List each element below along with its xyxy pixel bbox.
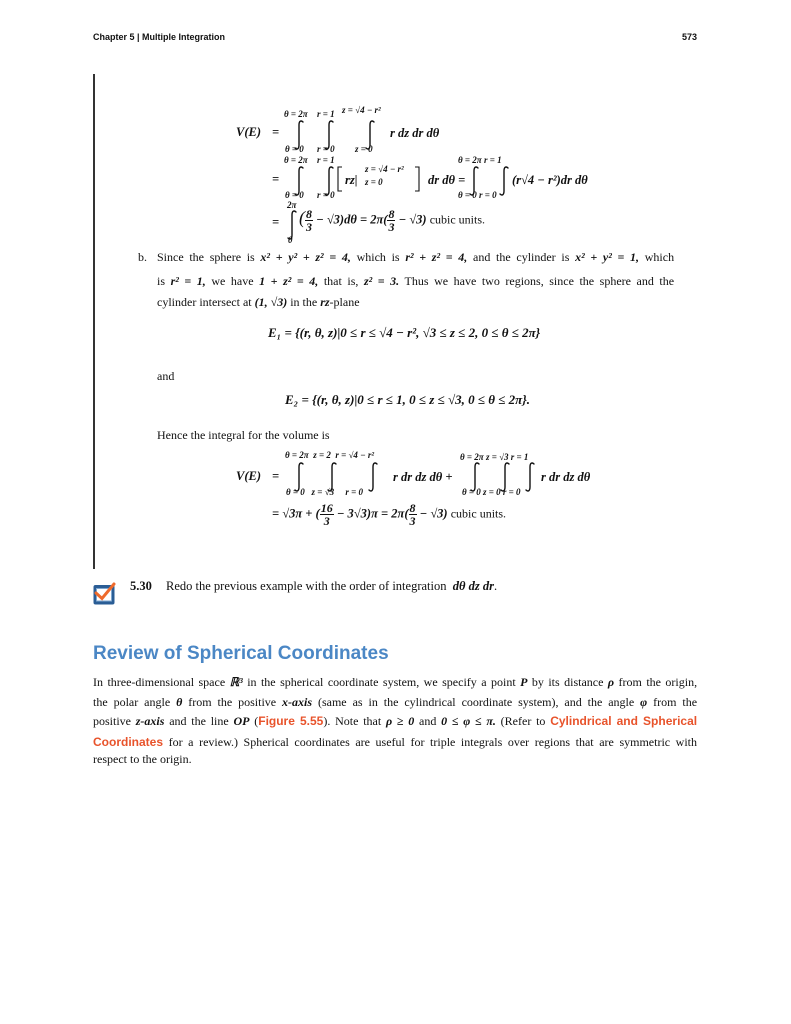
integrand: (r√4 − r²)dr dθ: [512, 173, 588, 187]
denominator: 3: [388, 220, 395, 234]
eval-lower: z = 0: [365, 177, 383, 187]
limit: 0: [288, 235, 293, 245]
limit: r = 0: [317, 144, 335, 154]
math-eq: =: [272, 172, 280, 186]
units-text: cubic units.: [429, 212, 486, 227]
math: z² = 3.: [363, 274, 400, 288]
math: ρ ≥ 0: [385, 714, 415, 728]
limit: 2π: [287, 200, 297, 210]
text: and the cylinder is: [473, 250, 570, 264]
math: x-axis: [282, 695, 313, 709]
fraction: [409, 502, 417, 527]
limit: θ = 2π z = 2 r = √4 − r²: [285, 450, 375, 460]
integral-sign: [498, 166, 510, 196]
text: and the line: [169, 714, 229, 728]
limit: θ = 2π: [284, 155, 308, 165]
limit: z = 0: [355, 144, 373, 154]
text: which is: [356, 250, 400, 264]
example-sidebar-rule: [93, 74, 95, 569]
math: θ: [176, 695, 183, 709]
math: x² + y² + z² = 4,: [260, 250, 351, 264]
math: x² + y² = 1,: [575, 250, 640, 264]
units-text: cubic units.: [450, 506, 507, 521]
text: in the spherical coordinate system, we specify a point: [247, 675, 516, 689]
math-expression: [299, 208, 485, 233]
integrand: r dr dz dθ: [541, 470, 591, 484]
text: .: [493, 579, 498, 593]
math-text: dr dθ =: [428, 173, 466, 187]
math-text: = √3π + (: [272, 506, 320, 521]
para-line-1: [93, 676, 697, 688]
text: in the: [290, 295, 318, 309]
para-line-5: respect to the origin.: [93, 752, 192, 766]
paren: (: [299, 207, 305, 228]
text: from the positive: [188, 695, 277, 709]
integrand: r dz dr dθ: [390, 126, 440, 140]
math-text: − √3): [398, 212, 427, 227]
limit: θ = 2π: [284, 109, 308, 119]
integral-sign: [524, 462, 536, 492]
numerator: 16: [320, 501, 333, 515]
exercise-text: [166, 580, 497, 593]
math-text: − √3): [419, 506, 448, 521]
math-eq: =: [272, 125, 280, 139]
rz-eval: rz|: [345, 173, 358, 187]
limit: θ = 0: [285, 144, 304, 154]
left-bracket: [337, 166, 343, 192]
text: and: [419, 714, 437, 728]
text: Since the sphere is: [157, 250, 255, 264]
math: φ: [640, 695, 648, 709]
text: we have: [211, 274, 254, 288]
fraction: [387, 208, 395, 233]
right-bracket: [414, 166, 420, 192]
text: -plane: [329, 295, 360, 309]
text: for a review.) Spherical coordinates are useful for triple integrals over regions that are symmetric with: [168, 735, 698, 749]
para-line-4: [93, 736, 697, 748]
text: and: [157, 369, 175, 383]
integrand: r dr dz dθ +: [393, 470, 453, 484]
text: from the: [653, 695, 698, 709]
math-text: − 3√3)π = 2π(: [336, 506, 409, 521]
limit: θ = 0: [285, 190, 304, 200]
text: (Refer to: [500, 714, 546, 728]
eval-upper: z = √4 − r²: [365, 164, 404, 174]
cylindrical-spherical-link-cont[interactable]: Coordinates: [93, 735, 164, 749]
text: which: [644, 250, 675, 264]
denominator: 3: [409, 514, 416, 528]
text: from the origin,: [618, 675, 698, 689]
math: rz: [320, 295, 330, 309]
math-expression: [272, 502, 506, 527]
math: P: [520, 675, 528, 689]
cylindrical-spherical-link[interactable]: Cylindrical and Spherical: [550, 714, 698, 728]
region-e2: E₂ = {(r, θ, z)|0 ≤ r ≤ 1, 0 ≤ z ≤ √3, 0 ≤ θ ≤ 2π}.: [285, 392, 530, 407]
math-lhs: V(E): [236, 469, 261, 483]
numerator: 8: [409, 501, 416, 515]
denominator: 3: [323, 514, 330, 528]
partb-line-3: [157, 296, 360, 308]
math: r² + z² = 4,: [405, 250, 468, 264]
limit: θ = 0 z = √3 r = 0: [286, 487, 364, 497]
partb-line-1: [157, 251, 674, 263]
fraction: [305, 208, 313, 233]
partb-line-2: [157, 275, 674, 287]
math-lhs: V(E): [236, 125, 261, 139]
text: (same as in the cylindrical coordinate system), and the angle: [317, 695, 635, 709]
limit: r = 1: [317, 109, 335, 119]
limit: θ = 2π r = 1: [458, 155, 502, 165]
chapter-header: Chapter 5 | Multiple Integration: [93, 32, 226, 42]
text: Redo the previous example with the order of integration: [166, 579, 447, 593]
math: OP: [233, 714, 250, 728]
text: is: [157, 274, 166, 288]
text: Hence the integral for the volume is: [157, 428, 330, 442]
section-heading: Review of Spherical Coordinates: [93, 643, 389, 664]
limit: r = 1: [317, 155, 335, 165]
figure-link[interactable]: Figure 5.55: [258, 714, 324, 728]
text: positive: [93, 714, 131, 728]
numerator: 8: [306, 207, 312, 221]
math: dθ dz dr: [452, 579, 494, 593]
numerator: 8: [388, 207, 395, 221]
math-eq: =: [272, 215, 280, 229]
text: (: [254, 714, 259, 728]
para-line-3: [93, 715, 697, 727]
integral-sign: [367, 462, 379, 492]
math: ℝ³: [229, 675, 243, 689]
limit: r = 0: [317, 190, 335, 200]
fraction: [320, 502, 334, 527]
limit: θ = 2π z = √3 r = 1: [460, 452, 529, 462]
part-label: b.: [138, 250, 147, 264]
limit: θ = 0 z = 0 r = 0: [462, 487, 521, 497]
limit: z = √4 − r²: [342, 105, 381, 115]
math: (1, √3): [254, 295, 288, 309]
denominator: 3: [306, 220, 312, 234]
math-text: − √3)dθ = 2π(: [316, 212, 388, 227]
text: the polar angle: [93, 695, 171, 709]
text: cylinder intersect at: [157, 295, 252, 309]
text: that is,: [323, 274, 359, 288]
text: by its distance: [531, 675, 604, 689]
math: z-axis: [135, 714, 165, 728]
page-number: 573: [681, 32, 697, 42]
checkpoint-checkbox-icon: [93, 582, 116, 605]
math: 0 ≤ φ ≤ π.: [441, 714, 496, 728]
text: Thus we have two regions, since the sphere and the: [404, 274, 675, 288]
exercise-number: 5.30: [130, 579, 152, 593]
math: ρ: [607, 675, 615, 689]
para-line-2: [93, 696, 697, 708]
math: 1 + z² = 4,: [259, 274, 319, 288]
math-eq: =: [272, 469, 280, 483]
text: ). Note that: [323, 714, 382, 728]
math: r² = 1,: [170, 274, 206, 288]
limit: θ = 0 r = 0: [458, 190, 497, 200]
region-e1: E₁ = {(r, θ, z)|0 ≤ r ≤ √4 − r², √3 ≤ z ≤ 2, 0 ≤ θ ≤ 2π}: [268, 325, 541, 340]
text: In three-dimensional space: [93, 675, 226, 689]
